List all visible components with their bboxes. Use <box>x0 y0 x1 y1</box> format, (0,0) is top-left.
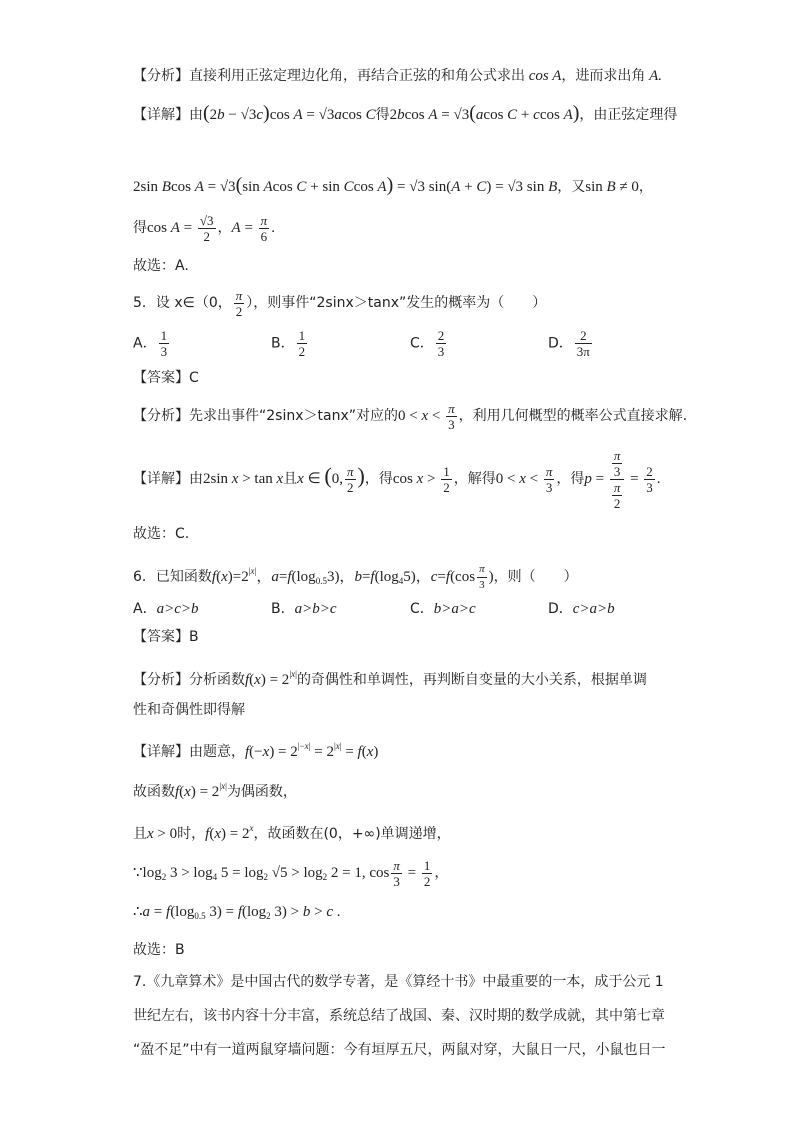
q5-option-b: B． $\frac{1}{2}$ <box>271 328 306 359</box>
q5-question-tail: ），则事件“2sinx＞tanx”发生的概率为（ ） <box>246 295 547 311</box>
q6-analysis-line2: 性和奇偶性即得解 <box>133 702 245 718</box>
q6-even-line: 故函数$f(x) = 2^{|x|}$为偶函数， <box>133 781 297 800</box>
q5-option-a: A． $\frac{1}{3}$ <box>133 328 168 359</box>
q4-analysis-line <box>133 66 662 86</box>
q5-analysis-tail: ，利用几何概型的概率公式直接求解. <box>458 408 688 424</box>
q6-analysis-line: 【分析】分析函数$f(x) = 2^{|x|}$的奇偶性和单调性，再判断自变量的大小关系，根据单调 <box>133 669 647 688</box>
q6-compare-line: $\because\log_2$ $3 > \log_4 5 = \log_2 √5 > \log_2 2 = 1$, cos $\frac{\pi}{3}$ = $\frac{1}{2}$ ， <box>133 857 449 889</box>
analysis-tag: 【分析】 <box>133 408 189 424</box>
q5-question <box>133 285 546 321</box>
q6-conclusion-line: ∴a = $f(\log_{0.5}$ $3) = f(\log_2$ 3) > b > c . <box>133 904 341 921</box>
math-expr: cos A <box>525 68 562 84</box>
q6-detail-line: 【详解】由题意，$f(-x) = 2^{|-x|} = 2^{|x|} = f(x)$ <box>133 741 379 760</box>
answer-tag: 【答案】 <box>133 370 189 386</box>
detail-get: 得 <box>375 107 390 123</box>
detail-tag: 【详解】 <box>133 107 189 123</box>
q5-analysis-text: 先求出事件“2sinx＞tanx”对应的 <box>189 408 398 424</box>
math-expr: A = <box>231 220 257 236</box>
line3-tail: ，又 <box>557 179 586 195</box>
q4-answer: 故选：A. <box>133 258 189 274</box>
q6-final: 故选：B <box>133 942 185 958</box>
q4-analysis-end: ，进而求出角 <box>561 68 646 84</box>
q5-option-d: D． $\frac{2}{3\pi}$ <box>548 328 590 359</box>
detail-from: 由 <box>189 107 203 123</box>
math-expr: sin B ≠ 0 <box>585 179 639 195</box>
fraction: $\frac{\pi}{3}$ <box>448 400 455 432</box>
q6-mono-line: 且x > 0时，$f(x) = 2^x$，故函数在(0，+∞)单调递增， <box>133 823 451 842</box>
math-expr: cos A = <box>147 220 196 236</box>
q4-analysis-text: 直接利用正弦定理边化角，再结合正弦的和角公式求出 <box>189 68 525 84</box>
fraction: $\frac{\pi}{6}$ <box>260 212 268 244</box>
q6-question: 6．已知函数$f(x)=2^{|x|}$，$a=f(\log_{0.5}3)$，$b=f(\log_45)$，c=f(cos $\frac{\pi}{3}$ )，则（ ） <box>133 562 578 591</box>
fraction: $\frac{\pi}{2}$ <box>235 287 243 319</box>
q7-line3: “盈不足”中有一道两鼠穿墙问题：今有垣厚五尺，两鼠对穿，大鼠日一尺，小鼠也日一 <box>133 1042 666 1058</box>
analysis-tag: 【分析】 <box>133 68 189 84</box>
q4-sine-line: 2sin Bcos A = √3(sin Acos C + sin Ccos A) = √3 sin(A + C) = √3 sin B，又sin B ≠ 0， <box>133 174 653 196</box>
q5-detail-line: 【详解】由2sin x > tan x且x ∈ (0, $\frac{\pi}{2}$ )，得cos x > $\frac{1}{2}$ ，解得0 < x < $\frac{\pi}{3}$ ，得p = $\frac{\frac{\pi}{3}}{\frac{\pi}{2}}$ = $\frac{2}{3}$ . <box>133 447 661 511</box>
detail-by: ，由正弦定理得 <box>579 107 678 123</box>
fraction: $\frac{√3}{2}$ <box>199 212 214 244</box>
q5-question-text: 5．设 x∈（0， <box>133 295 232 311</box>
q6-option-a: A．a>c>b <box>133 601 199 617</box>
q5-analysis-line: 【分析】先求出事件“2sinx＞tanx”对应的0 < x < $\frac{\pi}{3}$ ，利用几何概型的概率公式直接求解. <box>133 400 688 432</box>
detail-tag: 【详解】 <box>133 471 189 487</box>
q7-line1: 7.《九章算术》是中国古代的数学专著，是《算经十书》中最重要的一本，成于公元 1 <box>133 974 664 990</box>
q4-detail-line <box>133 103 677 125</box>
q5-answer-line <box>133 368 199 388</box>
q6-option-b: B．a>b>c <box>271 601 337 617</box>
q4-result-line: 得cos A = $\frac{√3}{2}$ ，A = $\frac{\pi}{6}$ . <box>133 212 275 244</box>
answer-value: C <box>189 370 199 386</box>
q5-final: 故选：C. <box>133 526 190 542</box>
math-expr: A. <box>645 68 663 84</box>
math-expr: 2bcos A = √3(acos C + ccos A) <box>389 102 580 124</box>
math-expr: (2b − √3c)cos A = √3acos C <box>203 102 376 124</box>
q5-option-c: C． $\frac{2}{3}$ <box>410 328 445 359</box>
q6-option-d: D．c>a>b <box>548 601 615 617</box>
line4-lead: 得 <box>133 220 147 236</box>
math-expr: 2sin Bcos A = √3(sin Acos C + sin Ccos A) = √3 sin(A + C) = √3 sin B <box>133 174 558 196</box>
q6-answer-line: 【答案】B <box>133 629 199 645</box>
q7-line2: 世纪左右，该书内容十分丰富，系统总结了战国、秦、汉时期的数学成就，其中第七章 <box>133 1008 665 1024</box>
q6-option-c: C．b>a>c <box>410 601 476 617</box>
